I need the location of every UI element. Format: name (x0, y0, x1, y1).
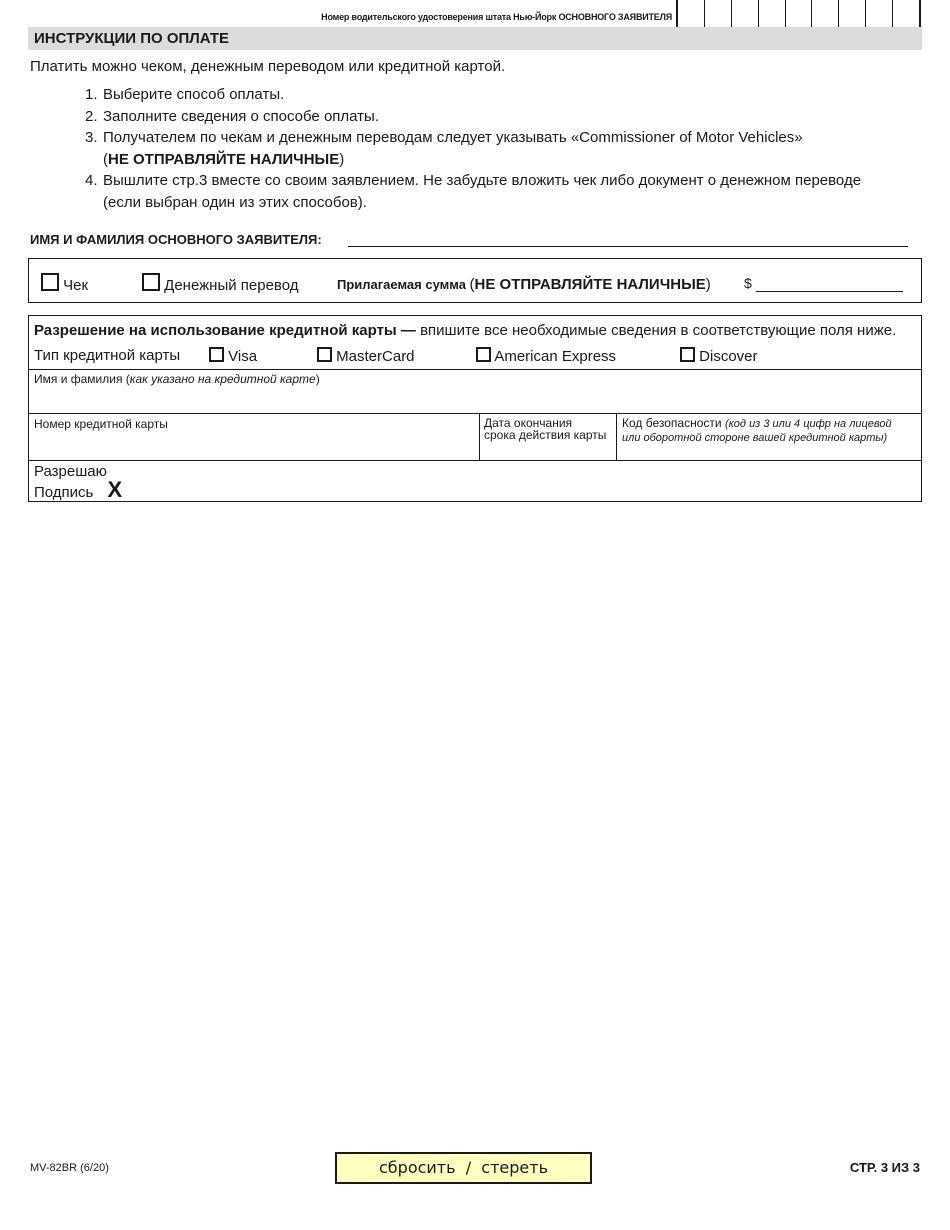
checkbox-icon[interactable] (680, 347, 695, 362)
divider (29, 369, 921, 370)
amount-label: Прилагаемая сумма (НЕ ОТПРАВЛЯЙТЕ НАЛИЧНЫЕ) (337, 276, 711, 293)
check-option[interactable]: Чек (41, 273, 88, 294)
authorization-signature-field[interactable]: Разрешаю Подпись X (34, 463, 123, 502)
license-digit-box[interactable] (785, 0, 812, 29)
cardholder-name-field[interactable]: Имя и фамилия (как указано на кредитной карте) (34, 372, 320, 386)
divider (29, 413, 921, 414)
card-type-discover[interactable]: Discover (680, 347, 758, 365)
section-header (28, 27, 922, 50)
amount-field[interactable] (756, 277, 903, 292)
signature-mark: X (107, 477, 123, 502)
security-code-field[interactable]: Код безопасности (код из 3 или 4 цифр на лицевой или оборотной стороне вашей кредитной карты) (622, 416, 892, 444)
card-type-label: Тип кредитной карты (34, 347, 181, 364)
license-digit-box[interactable] (892, 0, 919, 29)
step-item: 4. Вышлите стр.3 вместе со своим заявлением. Не забудьте вложить чек либо документ о денежном переводе (если выбран один из этих способов). (85, 172, 862, 211)
card-type-visa[interactable]: Visa (209, 347, 257, 365)
license-digit-box[interactable] (704, 0, 731, 29)
instruction-steps (80, 84, 900, 213)
credit-card-title: Разрешение на использование кредитной карты — впишите все необходимые сведения в соответствующие поля ниже. (34, 322, 897, 339)
section-title: ИНСТРУКЦИИ ПО ОПЛАТЕ (34, 30, 230, 47)
card-number-field[interactable]: Номер кредитной карты (34, 417, 168, 431)
license-digit-box[interactable] (758, 0, 785, 29)
divider (616, 413, 617, 460)
page-number: СТР. 3 ИЗ 3 (849, 1160, 920, 1175)
divider (479, 413, 480, 460)
checkbox-icon[interactable] (209, 347, 224, 362)
step-item: 2. Заполните сведения о способе оплаты. (85, 107, 379, 125)
divider (29, 460, 921, 461)
form-code: MV-82BR (6/20) (30, 1162, 109, 1174)
license-digit-box[interactable] (678, 0, 704, 29)
checkbox-icon[interactable] (317, 347, 332, 362)
applicant-name-field[interactable] (348, 232, 908, 247)
license-number-label: Номер водительского удостоверения штата Нью-Йорк ОСНОВНОГО ЗАЯВИТЕЛЯ (321, 12, 672, 22)
step-item: 3. Получателем по чекам и денежным переводам следует указывать «Commissioner of Motor Vehicles» (НЕ ОТПРАВЛЯЙТЕ НАЛИЧНЫЕ) (85, 129, 803, 168)
checkbox-icon[interactable] (476, 347, 491, 362)
checkbox-icon[interactable] (142, 273, 160, 291)
expiry-date-field[interactable]: Дата окончания срока действия карты (484, 416, 607, 442)
license-digit-box[interactable] (865, 0, 892, 29)
currency-sign: $ (744, 275, 752, 291)
license-digit-box[interactable] (838, 0, 865, 29)
reset-button[interactable]: сбросить / стереть (335, 1152, 592, 1184)
intro-text: Платить можно чеком, денежным переводом или кредитной картой. (30, 58, 506, 75)
checkbox-icon[interactable] (41, 273, 59, 291)
license-digit-box[interactable] (731, 0, 758, 29)
step-item: 1. Выберите способ оплаты. (85, 86, 285, 103)
money-order-option[interactable]: Денежный перевод (142, 273, 299, 294)
license-digit-box[interactable] (811, 0, 838, 29)
credit-card-box (28, 315, 922, 502)
card-type-row (34, 347, 914, 364)
payment-method-box (28, 258, 922, 303)
applicant-name-label: ИМЯ И ФАМИЛИЯ ОСНОВНОГО ЗАЯВИТЕЛЯ: (30, 232, 322, 247)
card-type-amex[interactable]: American Express (476, 347, 616, 365)
card-type-mastercard[interactable]: MasterCard (317, 347, 415, 365)
